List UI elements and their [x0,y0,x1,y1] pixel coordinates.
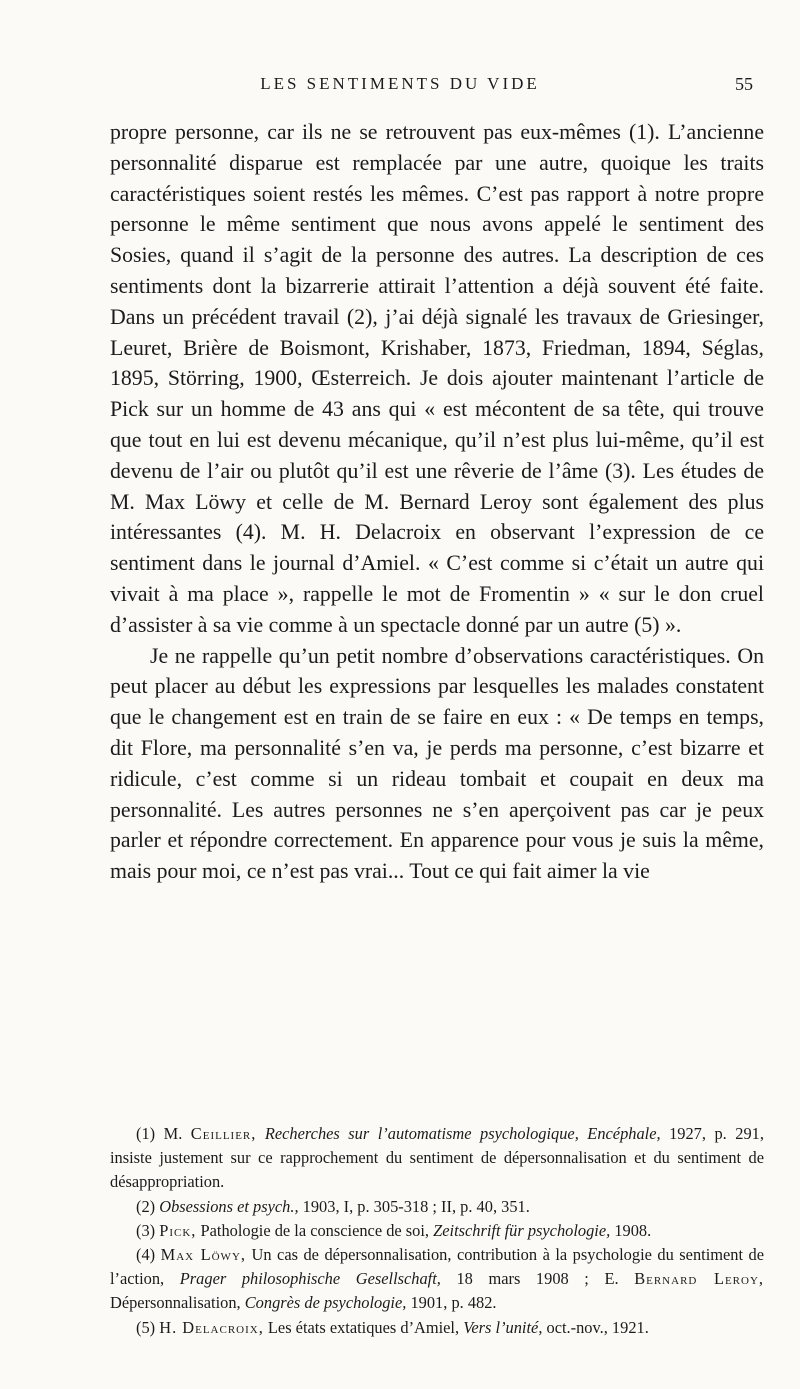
paragraph-2: Je ne rappelle qu’un petit nombre d’observations caractéristiques. On peut placer au début les expressions par lesquelles les malades constatent que le changement est en train de se faire en eux : « De temps en temps, dit Flore, ma personnalité s’en va, je perds ma personne, c’est bizarre et ridicule, c’est comme si un rideau tombait et coupait en deux ma personnalité. Les autres personnes ne s’en aperçoivent pas car je peux parler et répondre correctement. En apparence pour vous je suis la même, mais pour moi, ce n’est pas vrai... Tout ce qui fait aimer la vie [110,643,764,884]
footnote-1: (1) M. Ceillier, Recherches sur l’automatisme psychologique, Encéphale, 1927, p. 291, insiste justement sur ce rapprochement du sentiment de dépersonnalisation et du sentiment de désappropriation. [110,1124,764,1192]
paragraph-1: propre personne, car ils ne se retrouvent pas eux-mêmes (1). L’ancienne personnalité disparue est remplacée par une autre, quoique les traits caractéristiques soient restés les mêmes. C’est pas rapport à notre propre personne le même sentiment que nous avons appelé le sentiment des Sosies, quand il s’agit de la personne des autres. La description de ces sentiments dont la bizarrerie attirait l’attention a déjà souvent été faite. Dans un précédent travail (2), j’ai déjà signalé les travaux de Griesinger, Leuret, Brière de Boismont, Krishaber, 1873, Friedman, 1894, Séglas, 1895, Störring, 1900, Œsterreich. Je dois ajouter maintenant l’article de Pick sur un homme de 43 ans qui « est mécontent de sa tête, qui trouve que tout en lui est devenu mécanique, qu’il n’est plus lui-même, qu’il est devenu de l’air ou plutôt qu’il est une rêverie de l’âme (3). Les études de M. Max Löwy et celle de M. Bernard Leroy sont également des plus intéressantes (4). M. H. Delacroix en observant l’expression de ce sentiment dans le journal d’Amiel. « C’est comme si c’était un autre qui vivait à ma place », rappelle le mot de Fromentin » « sur le don cruel d’assister à sa vie comme à un spectacle donné par un autre (5) ». [110,120,764,637]
footnotes [110,1122,764,1340]
page-number: 55 [735,74,753,94]
running-title: LES SENTIMENTS DU VIDE [260,74,540,93]
footnote-2: (2) Obsessions et psych., 1903, I, p. 305-318 ; II, p. 40, 351. [136,1196,530,1216]
main-text [110,117,764,887]
footnote-3: (3) Pick, Pathologie de la conscience de soi, Zeitschrift für psychologie, 1908. [136,1220,652,1240]
footnote-4: (4) Max Löwy, Un cas de dépersonnalisation, contribution à la psychologie du sentiment de l’action, Prager philosophische Gesellschaft, 18 mars 1908 ; E. Bernard Leroy, Dépersonnalisation, Congrès de psychologie, 1901, p. 482. [110,1245,764,1313]
footnote-5: (5) H. Delacroix, Les états extatiques d’Amiel, Vers l’unité, oct.-nov., 1921. [136,1317,649,1337]
